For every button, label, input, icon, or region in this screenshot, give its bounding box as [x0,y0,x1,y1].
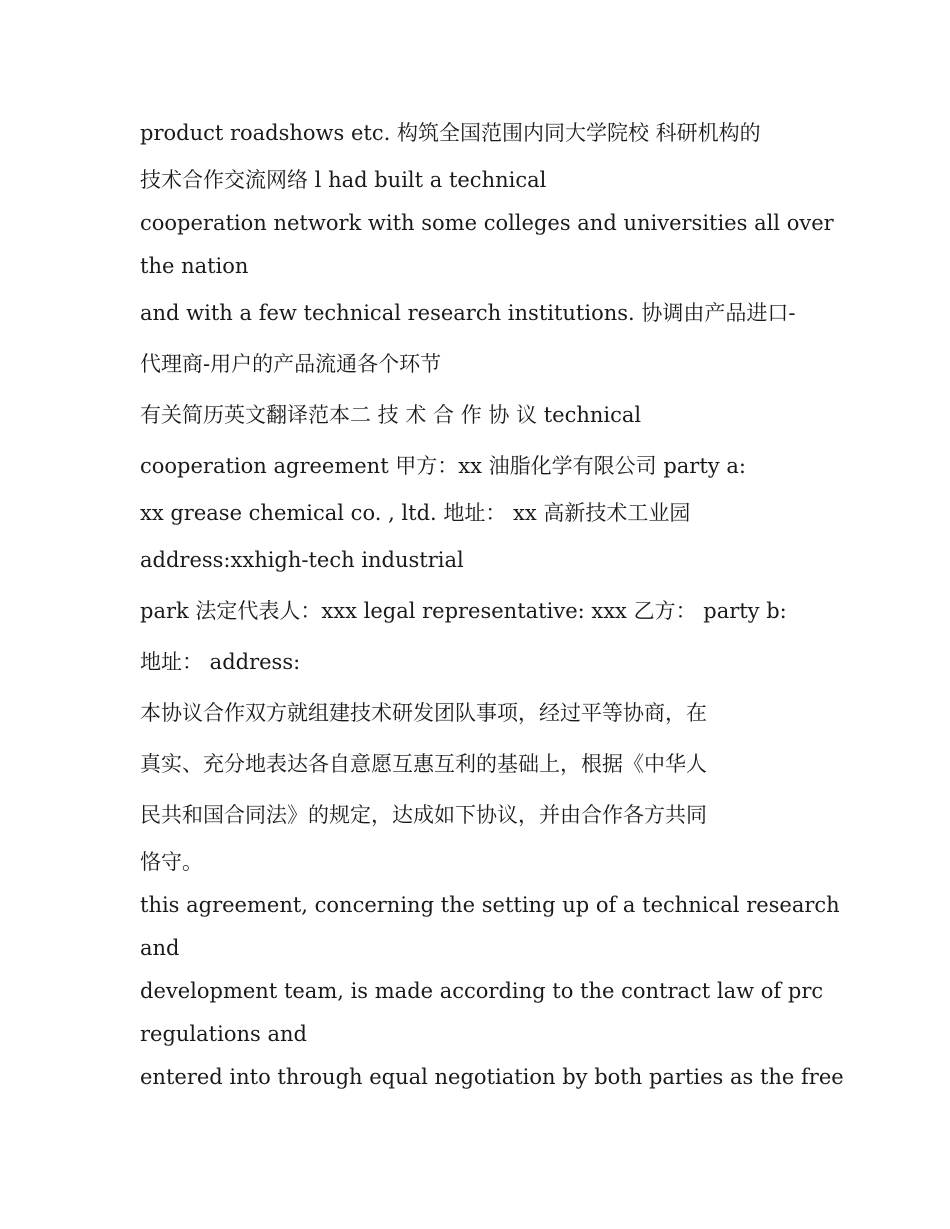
text-line: and [140,936,180,960]
text-line: 真实、充分地表达各自意愿互惠互利的基础上，根据《中华人 [140,752,707,776]
text-line: xx grease chemical co. , ltd. 地址： xx 高新技术工业园 [140,501,691,525]
text-line: 民共和国合同法》的规定，达成如下协议，并由合作各方共同 [140,803,707,827]
text-line: regulations and [140,1022,307,1046]
text-line: 技术合作交流网络 l had built a technical [140,168,547,192]
text-line: 恪守。 [140,850,203,874]
text-line: cooperation network with some colleges and universities all over [140,211,834,235]
text-line: 本协议合作双方就组建技术研发团队事项，经过平等协商，在 [140,701,707,725]
text-line: park 法定代表人：xxx legal representative: xxx 乙方： party b: [140,599,787,623]
text-line: the nation [140,254,249,278]
text-line: address:xxhigh-tech industrial [140,548,464,572]
document-body [140,108,844,1099]
text-line: this agreement, concerning the setting up of a technical research [140,893,840,917]
text-line: 代理商-用户的产品流通各个环节 [140,352,442,376]
text-line: product roadshows etc. 构筑全国范围内同大学院校 科研机构的 [140,121,761,145]
text-line: development team, is made according to the contract law of prc [140,979,824,1003]
text-line: 有关简历英文翻译范本二 技 术 合 作 协 议 technical [140,403,642,427]
text-line: entered into through equal negotiation by both parties as the free [140,1065,844,1089]
text-line: cooperation agreement 甲方：xx 油脂化学有限公司 party a: [140,454,746,478]
text-line: and with a few technical research institutions. 协调由产品进口- [140,301,796,325]
text-line: 地址： address: [140,650,301,674]
